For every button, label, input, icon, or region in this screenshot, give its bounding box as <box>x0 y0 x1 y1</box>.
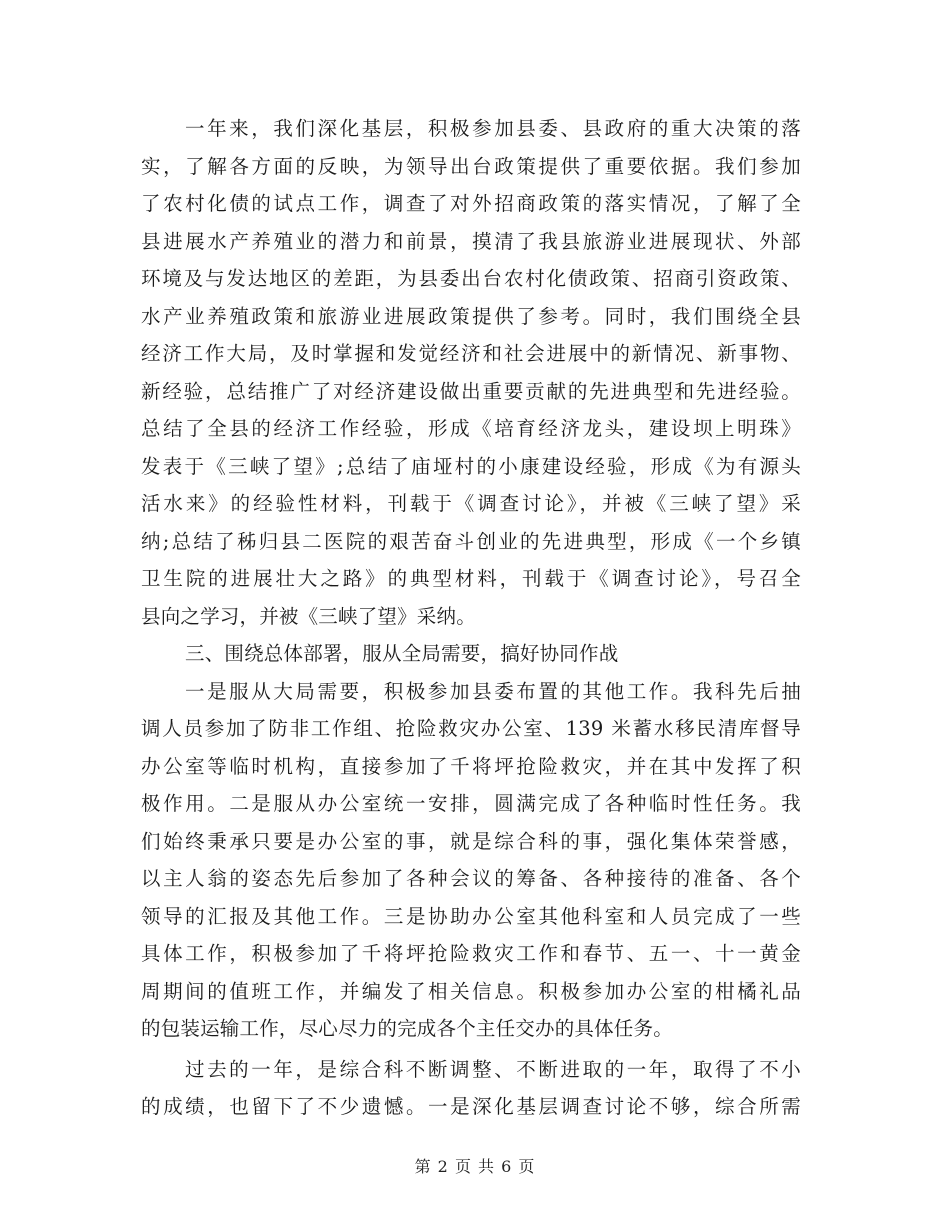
paragraph-line: 们始终秉承只要是办公室的事，就是综合科的事，强化集体荣誉感， <box>141 829 801 853</box>
paragraph-line: 办公室等临时机构，直接参加了千将坪抢险救灾，并在其中发挥了积 <box>141 754 801 778</box>
paragraph-line: 一是服从大局需要，积极参加县委布置的其他工作。我科先后抽 <box>185 679 801 703</box>
paragraph-line: 调人员参加了防非工作组、抢险救灾办公室、139 米蓄水移民清库督导 <box>141 717 801 740</box>
paragraph-line: 总结了全县的经济工作经验，形成《培育经济龙头，建设坝上明珠》 <box>141 417 801 440</box>
paragraph-line: 一年来，我们深化基层，积极参加县委、县政府的重大决策的落 <box>185 117 801 140</box>
paragraph-line: 实，了解各方面的反映，为领导出台政策提供了重要依据。我们参加 <box>141 154 801 178</box>
paragraph-line: 的成绩，也留下了不少遗憾。一是深化基层调查讨论不够，综合所需 <box>141 1095 801 1118</box>
paragraph-line: 周期间的值班工作，并编发了相关信息。积极参加办公室的柑橘礼品 <box>141 979 801 1003</box>
paragraph-line: 具体工作，积极参加了千将坪抢险救灾工作和春节、五一、十一黄金 <box>141 942 801 965</box>
paragraph-line: 的包装运输工作，尽心尽力的完成各个主任交办的具体任务。 <box>141 1017 673 1040</box>
paragraph-line: 以主人翁的姿态先后参加了各种会议的筹备、各种接待的准备、各个 <box>141 867 801 890</box>
paragraph-line: 纳;总结了秭归县二医院的艰苦奋斗创业的先进典型，形成《一个乡镇 <box>141 529 801 553</box>
paragraph-line: 领导的汇报及其他工作。三是协助办公室其他科室和人员完成了一些 <box>141 904 801 928</box>
paragraph-line: 过去的一年，是综合科不断调整、不断进取的一年，取得了不小 <box>185 1057 801 1081</box>
paragraph-line: 活水来》的经验性材料，刊载于《调查讨论》，并被《三峡了望》采 <box>141 492 801 515</box>
page-number: 第 2 页 共 6 页 <box>414 1157 536 1176</box>
paragraph-line: 水产业养殖政策和旅游业进展政策提供了参考。同时，我们围绕全县 <box>141 304 801 328</box>
paragraph-line: 县向之学习，并被《三峡了望》采纳。 <box>141 604 476 628</box>
section-heading: 三、围绕总体部署，服从全局需要，搞好协同作战 <box>185 642 619 665</box>
paragraph-line: 发表于《三峡了望》;总结了庙垭村的小康建设经验，形成《为有源头 <box>141 454 801 478</box>
paragraph-line: 经济工作大局，及时掌握和发觉经济和社会进展中的新情况、新事物、 <box>141 342 801 365</box>
body-text <box>141 110 801 1126</box>
paragraph-line: 新经验，总结推广了对经济建设做出重要贡献的先进典型和先进经验。 <box>141 379 801 403</box>
paragraph-line: 环境及与发达地区的差距，为县委出台农村化债政策、招商引资政策、 <box>141 267 801 290</box>
paragraph-line: 县进展水产养殖业的潜力和前景，摸清了我县旅游业进展现状、外部 <box>141 229 801 253</box>
paragraph-line: 卫生院的进展壮大之路》的典型材料，刊载于《调查讨论》，号召全 <box>141 567 801 590</box>
paragraph-line: 极作用。二是服从办公室统一安排，圆满完成了各种临时性任务。我 <box>141 792 801 815</box>
paragraph-line: 了农村化债的试点工作，调查了对外招商政策的落实情况，了解了全 <box>141 192 801 215</box>
